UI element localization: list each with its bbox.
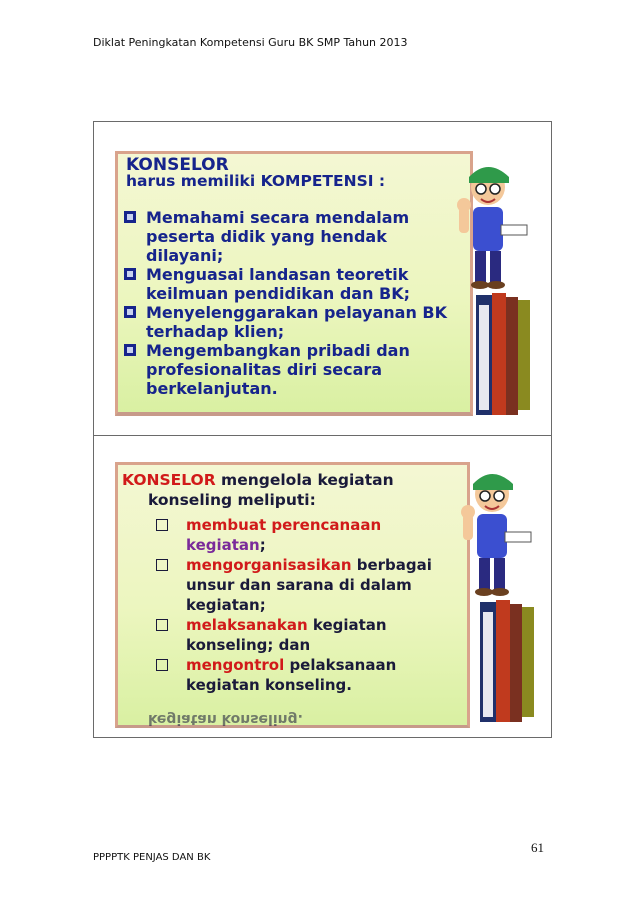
checkbox-bullet-icon xyxy=(124,344,136,356)
list-item: Menguasai landasan teoretik keilmuan pendidikan dan BK; xyxy=(124,265,469,303)
checkbox-bullet-icon xyxy=(124,306,136,318)
slide2-title: KONSELOR mengelola kegiatan xyxy=(122,471,394,489)
slide1-subtitle: harus memiliki KOMPETENSI : xyxy=(126,172,386,190)
checkbox-bullet-icon xyxy=(124,268,136,280)
slide-competencies xyxy=(115,151,473,416)
slide2-subtitle: konseling meliputi: xyxy=(148,491,316,509)
page-number: 61 xyxy=(531,840,544,855)
student-with-books-icon xyxy=(443,155,543,420)
list-item: membuat perencanaan kegiatan; xyxy=(156,515,456,555)
activity-list xyxy=(156,515,456,695)
student-with-books-icon xyxy=(447,462,547,727)
list-item: Menyelenggarakan pelayanan BK terhadap klien; xyxy=(124,303,469,341)
page-footer: PPPPTK PENJAS DAN BK xyxy=(93,852,211,863)
page-header: Diklat Peningkatan Kompetensi Guru BK SMP Tahun 2013 xyxy=(93,36,408,49)
list-item: melaksanakan kegiatan konseling; dan xyxy=(156,615,456,655)
checkbox-bullet-icon xyxy=(124,211,136,223)
list-item: mengorganisasikan berbagai unsur dan sarana di dalam kegiatan; xyxy=(156,555,456,615)
checkbox-bullet-icon xyxy=(156,659,168,671)
checkbox-bullet-icon xyxy=(156,519,168,531)
list-item: Memahami secara mendalam peserta didik yang hendak dilayani; xyxy=(124,208,469,265)
competency-list xyxy=(124,208,469,398)
checkbox-bullet-icon xyxy=(156,619,168,631)
list-item: mengontrol pelaksanaan kegiatan konseling. xyxy=(156,655,456,695)
list-item: Mengembangkan pribadi dan profesionalitas diri secara berkelanjutan. xyxy=(124,341,469,398)
mirrored-reflection-text: kegiatan konseling. xyxy=(148,711,303,727)
checkbox-bullet-icon xyxy=(156,559,168,571)
frame-divider xyxy=(93,435,552,436)
slide1-title: KONSELOR xyxy=(126,155,229,175)
slide-activities xyxy=(115,462,470,728)
